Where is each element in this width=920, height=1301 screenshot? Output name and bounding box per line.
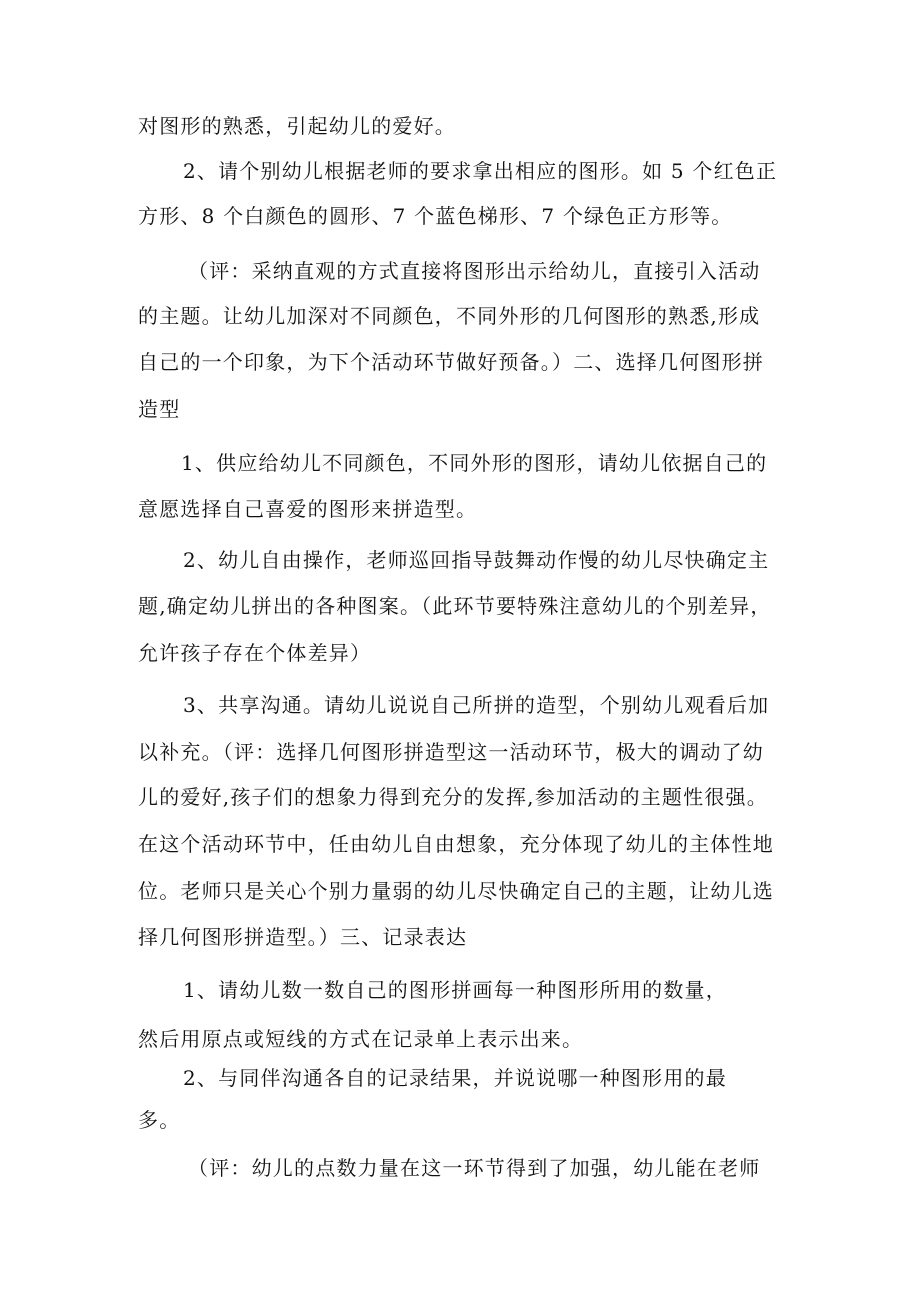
text-line: 对图形的熟悉，引起幼儿的爱好。 — [138, 114, 456, 138]
text-line: （评：幼儿的点数力量在这一环节得到了加强，幼儿能在老师 — [188, 1156, 761, 1180]
text-line: 1、供应给幼儿不同颜色，不同外形的图形，请幼儿依据自己的 — [181, 451, 768, 475]
text-line: 自己的一个印象，为下个活动环节做好预备。）二、选择几何图形拼 — [138, 350, 764, 374]
text-line: 方形、8 个白颜色的圆形、7 个蓝色梯形、7 个绿色正方形等。 — [138, 204, 733, 228]
text-line: 题,确定幼儿拼出的各种图案。（此环节要特殊注意幼儿的个别差异， — [138, 594, 772, 618]
text-line: （评：采纳直观的方式直接将图形出示给幼儿，直接引入活动 — [188, 259, 761, 283]
text-line: 2、幼儿自由操作，老师巡回指导鼓舞动作慢的幼儿尽快确定主 — [183, 548, 770, 572]
text-line: 1、请幼儿数一数自己的图形拼画每一种图形所用的数量， — [183, 978, 727, 1002]
text-line: 择几何图形拼造型。）三、记录表达 — [138, 925, 468, 949]
text-line: 位。老师只是关心个别力量弱的幼儿尽快确定自己的主题，让幼儿选 — [138, 879, 774, 903]
text-line: 在这个活动环节中，任由幼儿自由想象，充分体现了幼儿的主体性地 — [138, 832, 774, 856]
text-line: 造型 — [138, 397, 181, 421]
text-line: 儿的爱好,孩子们的想象力得到充分的发挥,参加活动的主题性很强。 — [138, 785, 768, 809]
text-line: 2、与同伴沟通各自的记录结果，并说说哪一种图形用的最 — [183, 1066, 727, 1090]
text-line: 的主题。让幼儿加深对不同颜色，不同外形的几何图形的熟悉,形成 — [138, 304, 761, 328]
text-line: 2、请个别幼儿根据老师的要求拿出相应的图形。如 5 个红色正 — [183, 159, 778, 183]
text-line: 然后用原点或短线的方式在记录单上表示出来。 — [138, 1027, 584, 1051]
text-line: 允许孩子存在个体差异） — [138, 641, 372, 665]
text-line: 多。 — [138, 1108, 181, 1132]
text-line: 以补充。（评：选择几何图形拼造型这一活动环节，极大的调动了幼 — [138, 740, 764, 764]
text-line: 3、共享沟通。请幼儿说说自己所拼的造型，个别幼儿观看后加 — [183, 693, 770, 717]
text-line: 意愿选择自己喜爱的图形来拼造型。 — [138, 497, 478, 521]
